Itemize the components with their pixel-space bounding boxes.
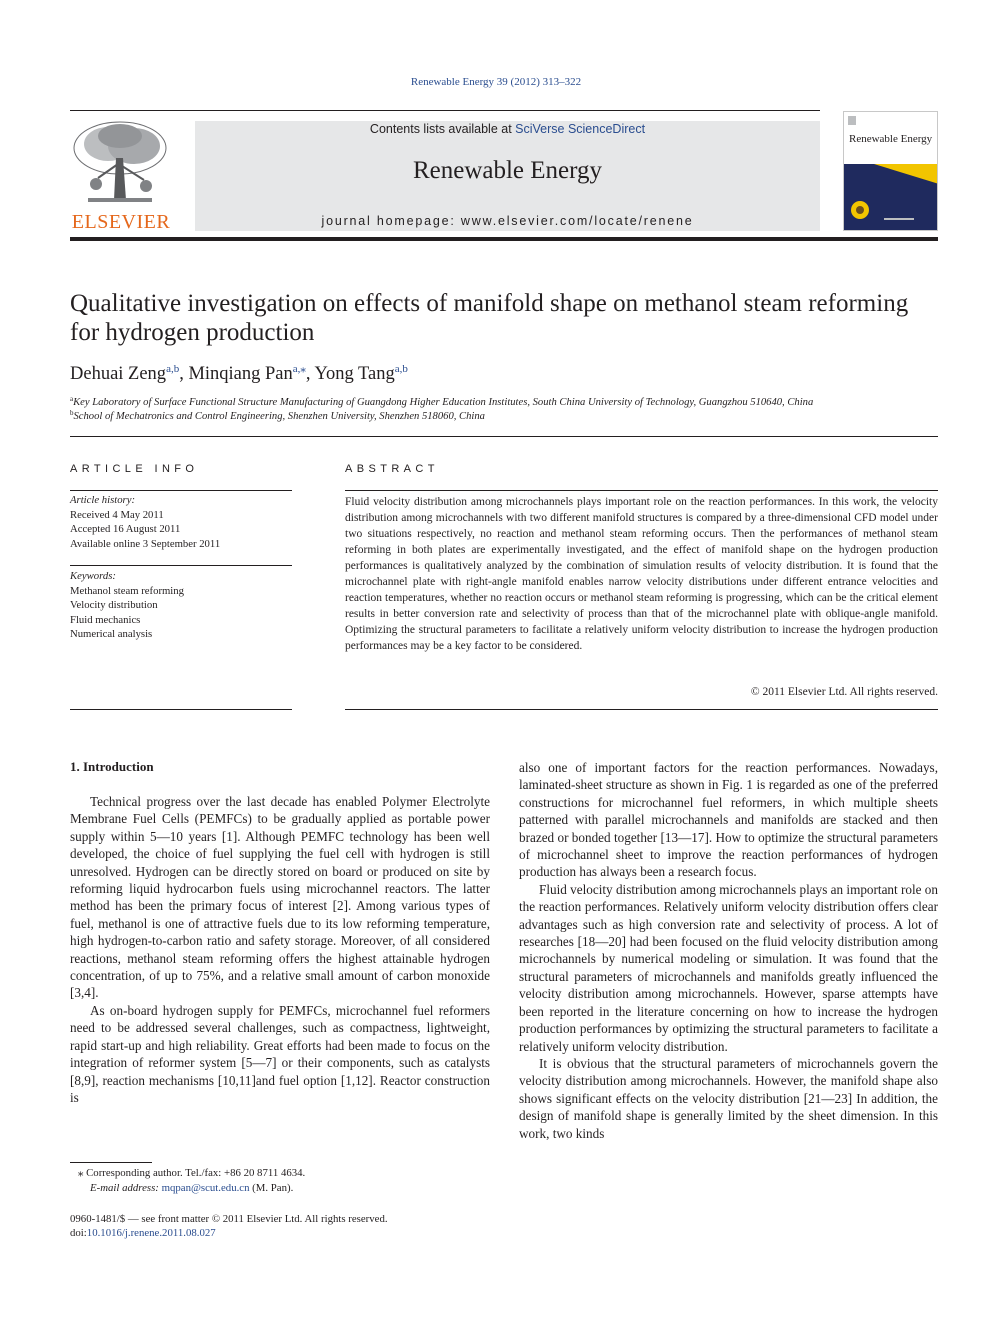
doi-link[interactable]: 10.1016/j.renene.2011.08.027 [86,1227,216,1239]
body-paragraph: It is obvious that the structural parameters of microchannels govern the velocity distribution among microchannels. However, the manifold shape also shows significant effects on the velocity distribution [21—23] In addition, the design of manifold shape is generally limited by the sheet dimension. In this work, two kinds [519,1055,938,1141]
affiliation-mark: a [70,395,74,403]
contents-availability [195,122,820,136]
affiliation-mark: b [70,409,74,417]
cover-illustration [844,164,938,231]
history-label: Article history: [70,494,136,506]
article-info-rule [70,490,292,491]
body-right-column [519,759,938,1142]
affiliation-text: School of Mechatronics and Control Engineering, Shenzhen University, Shenzhen 518060, China [73,411,485,422]
doi-label: doi: [70,1227,87,1239]
author-list [70,362,930,385]
journal-homepage[interactable]: journal homepage: www.elsevier.com/locate/renene [321,214,694,228]
body-paragraph: also one of important factors for the reaction performances. Nowadays, laminated-sheet structure as shown in Fig. 1 is regarded as one of the preferred constructions for microchannel fuel reformers, in which multiple sheets patterned with parallel microchannels and manifolds are stacked and then brazed or bonded together [13—17]. How to optimize the structural parameters of microchannel sheet to improve the reaction performances of hydrogen production has always been a research focus. [519,760,938,880]
journal-cover-thumbnail[interactable] [843,111,938,231]
author-name[interactable]: Dehuai Zeng [70,364,167,384]
journal-citation[interactable]: Renewable Energy 39 (2012) 313–322 [410,76,582,88]
article-history [70,493,292,551]
doi-line [70,1226,490,1241]
sunflower-icon [844,164,938,231]
email-link[interactable]: mqpan@scut.edu.cn [161,1182,250,1194]
affiliation-text: Key Laboratory of Surface Functional Structure Manufacturing of Guangdong Higher Education Institutes, South China University of Technology, Guangzhou 510640, China [73,397,814,408]
email-suffix: (M. Pan). [249,1182,294,1194]
keywords-label: Keywords: [70,570,116,582]
author-separator: , [305,364,315,384]
keyword-item: Numerical analysis [70,628,153,640]
elsevier-wordmark[interactable]: ELSEVIER [71,211,171,233]
abstract-copyright: © 2011 Elsevier Ltd. All rights reserved. [750,686,938,698]
front-matter-rule [70,436,938,437]
history-received: Received 4 May 2011 [70,508,164,521]
body-left-column [70,793,490,1106]
keywords-block [70,569,292,642]
article-title: Qualitative investigation on effects of manifold shape on methanol steam reforming for hydrogen production [70,290,909,346]
abstract-bottom-rule [345,709,938,710]
author-name[interactable]: Minqiang Pan [188,364,293,384]
cover-header-icon [844,112,938,132]
history-accepted: Accepted 16 August 2011 [70,523,181,535]
author-affiliation-mark[interactable]: a,b [166,363,180,375]
corresponding-author-note: ⁎ Corresponding author. Tel./fax: +86 20 8711 4634. [78,1167,306,1179]
header-rule [70,110,820,111]
history-online: Available online 3 September 2011 [70,537,221,550]
contents-prefix: Contents lists available at [369,122,516,136]
keywords-rule [70,565,292,566]
cover-title: Renewable Energy [849,133,933,145]
section-heading-introduction: 1. Introduction [70,759,154,774]
body-paragraph: Fluid velocity distribution among microchannels plays an important role on the reaction performances. Relatively uniform velocity distribution offers clear advantages such as high conversion rate and selectivity of process. A lot of researches [18—20] had been focused on the fluid velocity distribution among microchannels by numerical modeling or simulation. It was found that the structural parameters of microchannels and manifolds greatly influenced the velocity distribution among microchannels. However, sparse attempts have been reported in the literature concerning on how to increase the hydrogen production performances by optimizing the structural parameters to facilitate a relatively uniform velocity distribution. [519,881,938,1054]
author-separator: , [179,364,189,384]
body-paragraph: As on-board hydrogen supply for PEMFCs, microchannel fuel reformers need to be addressed several challenges, such as compactness, lightweight, rapid start-up and high reliability. Great efforts had been made to focus on the integration of reformer system [5—7] or their components, such as catalysts [8,9], reaction mechanisms [10,11]and fuel option [1,12]. Reactor construction is [70,1002,490,1105]
keyword-item: Methanol steam reforming [70,584,184,597]
abstract-heading: ABSTRACT [345,463,439,475]
journal-title[interactable]: Renewable Energy [412,157,603,184]
journal-masthead [195,121,820,231]
abstract-text: Fluid velocity distribution among microchannels plays important role on the reaction performances. In this work, the velocity distribution among microchannels with two different manifold structures is compared by a three-dimensional CFD model under two situations respectively, no reaction and methanol steam reforming occurs. Then the performances of methanol steam reforming in both plates are experimentally investigated, and the effect of manifold shape on the hydrogen production performances is qualitatively analyzed by the combination of simulation results of velocity distribution. It is found that the microchannel plate with right-angle manifold enables narrow velocity distributions under different entrance velocities and reaction temperatures, whether no reaction occurs or methanol steam reforming is progressing, which can be the critical element results in better conversion rate and selectivity of process than that of the microchannel plate with oblique-angle manifold. Optimizing the structural parameters to facilitate a relatively uniform velocity distribution to increase the hydrogen production performances may be a key factor to be considered. [345,496,938,652]
abstract-rule [345,490,938,491]
footnote-rule [70,1162,152,1163]
body-paragraph: Technical progress over the last decade has enabled Polymer Electrolyte Membrane Fuel Cells (PEMFCs) to be gradually applied as portable power supply within 5—10 years [1]. Although PEMFC technology has been well developed, the choice of fuel supplying the fuel cell with hydrogen is still unresolved. Hydrogen can be directly stored on board or produced on site by reforming liquid hydrocarbon fuels using microchannel reactors. The latter method has been the primary focus of interest [2]. Among various types of fuel, methanol is one of attractive fuels due to its low reforming temperature, high hydrogen-to-carbon ratio and safety storage. Moreover, of all considered reactions, methanol steam reforming offers the highest attainable hydrogen concentration, of up to 75%, and a relative small amount of carbon monoxide [3,4]. [70,794,490,1001]
issn-line: 0960-1481/$ — see front matter © 2011 Elsevier Ltd. All rights reserved. [70,1213,388,1225]
article-info-bottom-rule [70,709,292,710]
author-name[interactable]: Yong Tang [314,364,395,384]
tree-icon [68,118,172,210]
author-affiliation-mark[interactable]: a,b [394,363,408,375]
sciencedirect-link[interactable]: SciVerse ScienceDirect [515,122,646,136]
keyword-item: Fluid mechanics [70,613,141,626]
email-label: E-mail address: [90,1182,162,1194]
keyword-item: Velocity distribution [70,599,158,611]
affiliation-a [70,395,940,408]
affiliation-b [70,409,940,422]
masthead-bottom-rule [70,237,938,241]
article-info-heading: ARTICLE INFO [70,463,199,475]
email-note [70,1181,490,1196]
author-affiliation-mark[interactable]: a,⁎ [292,363,306,375]
